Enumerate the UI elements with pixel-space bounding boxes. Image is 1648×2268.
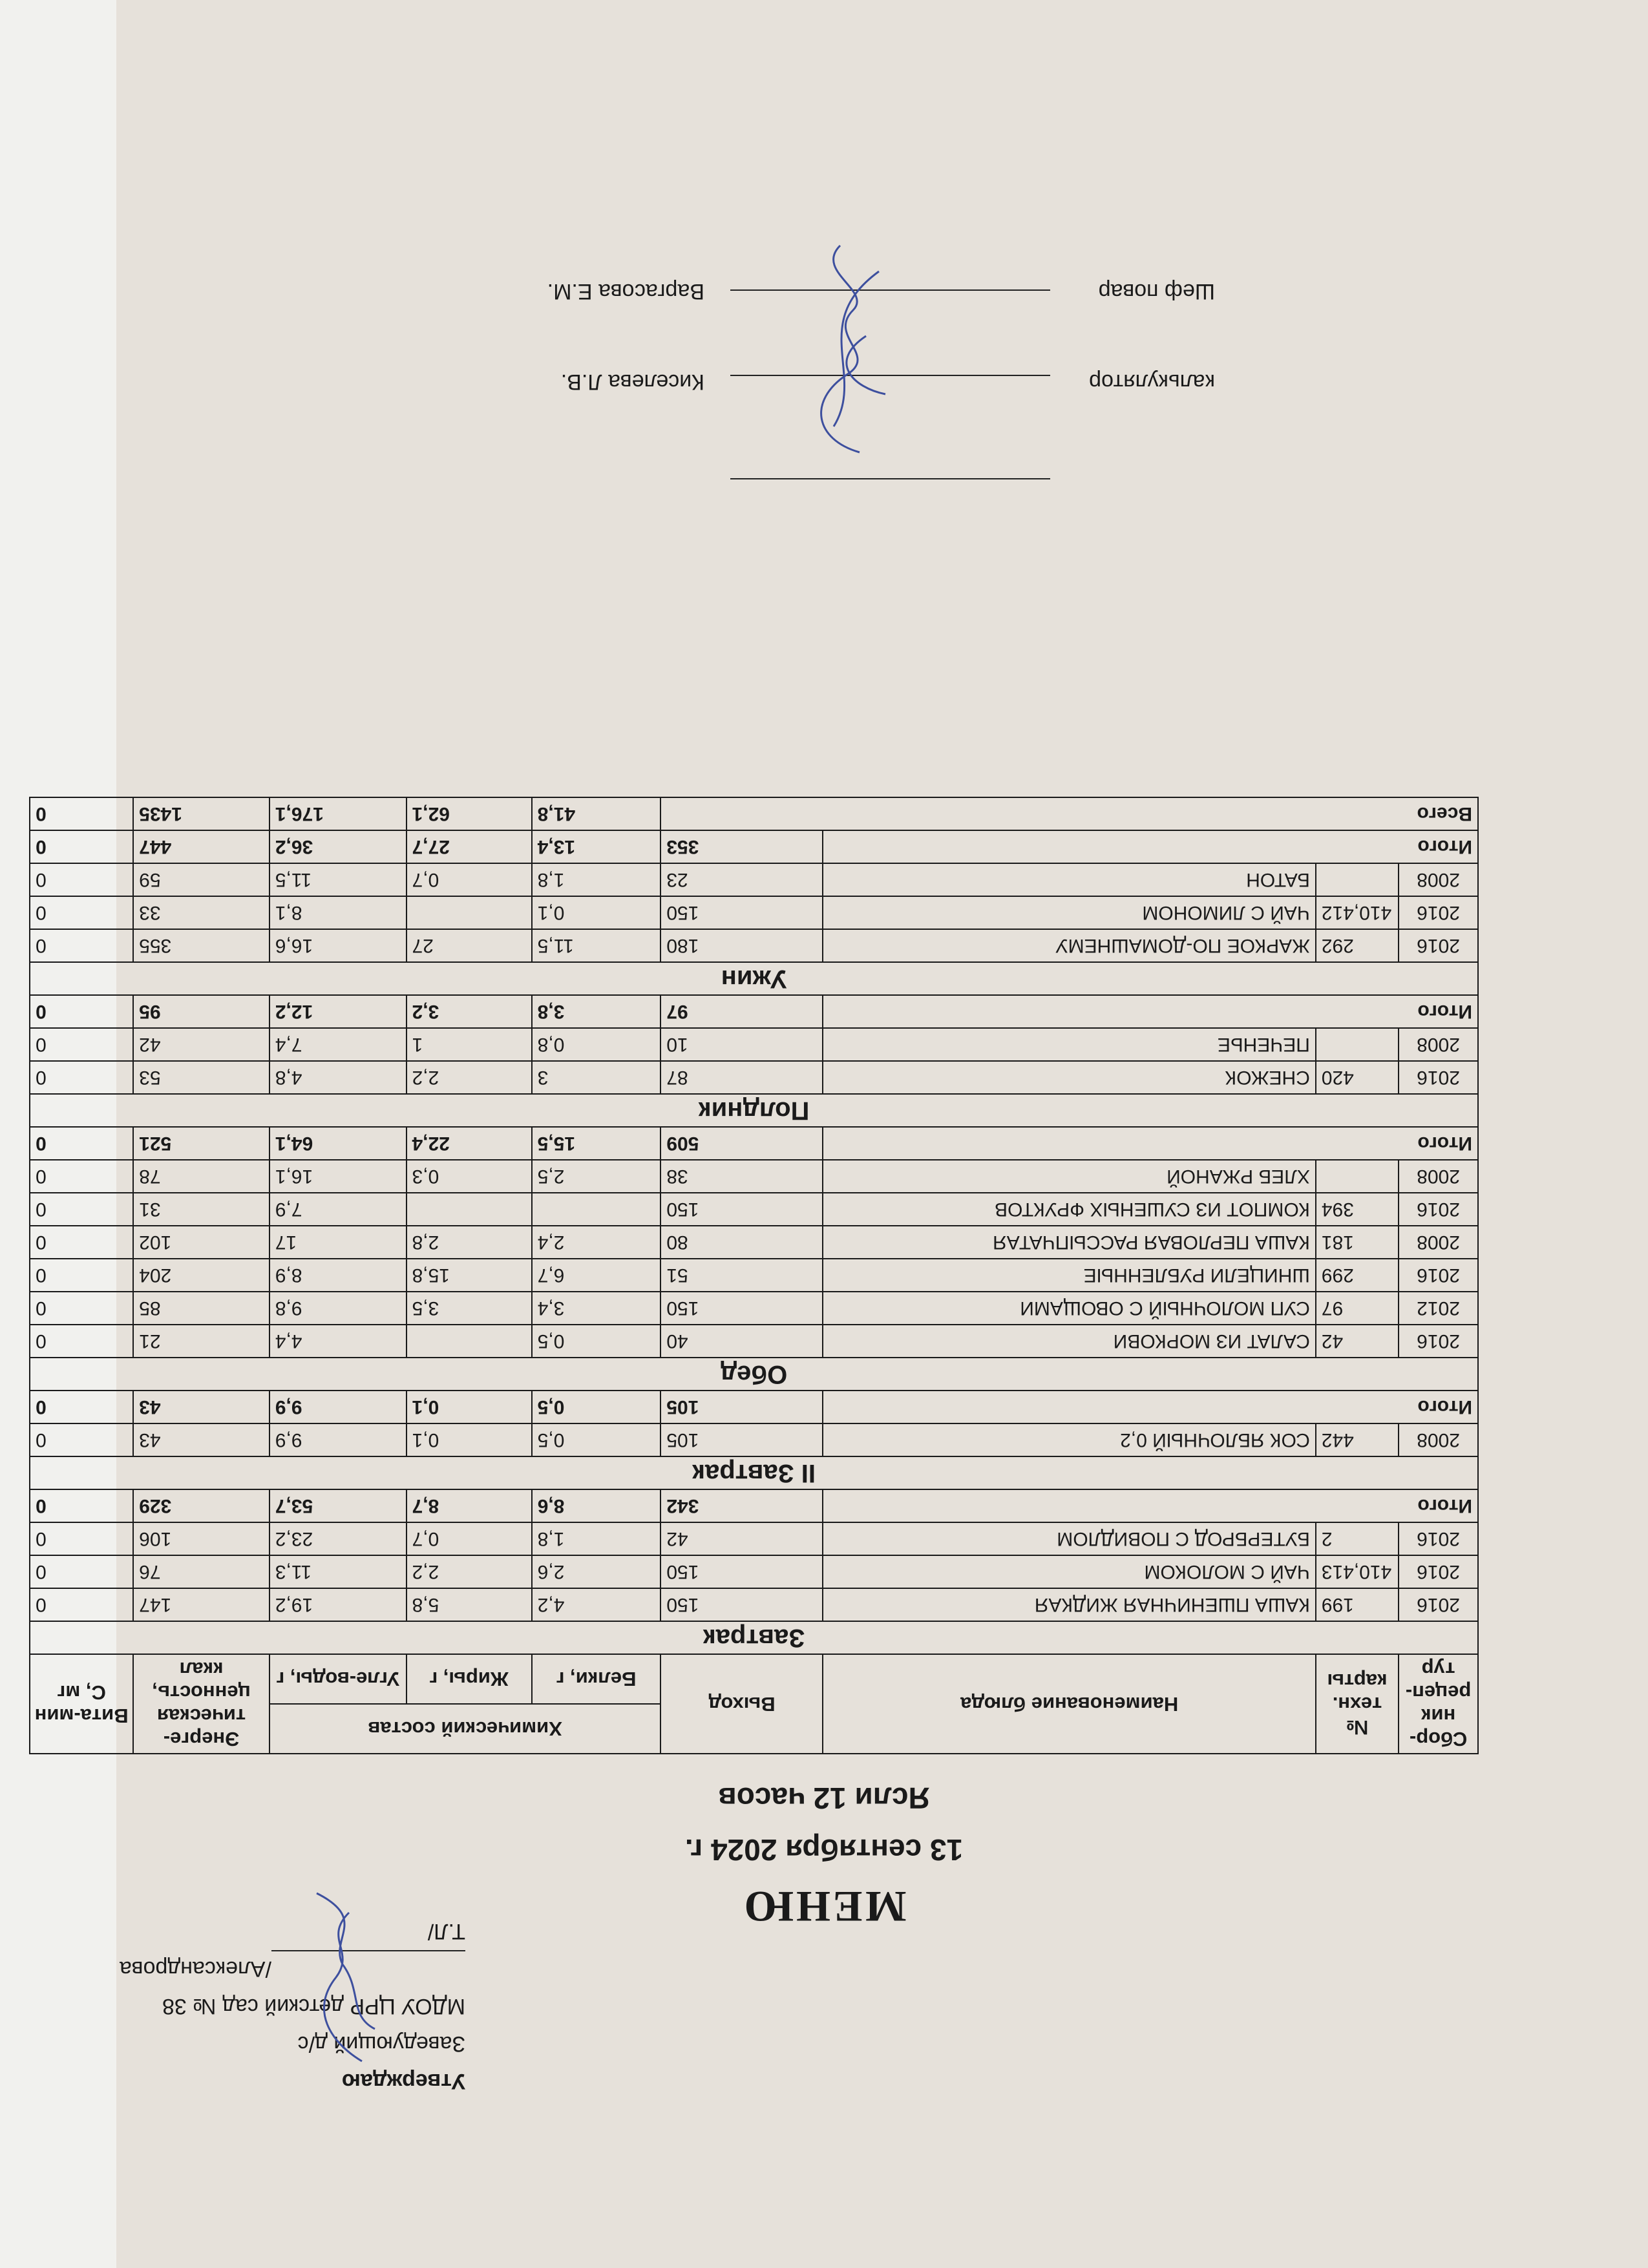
signer-name-calc: Киселева Л.В. — [560, 370, 704, 394]
table-row — [30, 1028, 1478, 1061]
table-row — [30, 1259, 1478, 1292]
cell-carbs: 23,2 — [269, 1522, 407, 1555]
cell-card — [1316, 863, 1399, 896]
total-row — [30, 1489, 1478, 1522]
section-row — [30, 1358, 1478, 1391]
table-row — [30, 1325, 1478, 1358]
total-row — [30, 1127, 1478, 1160]
cell-output: 180 — [660, 929, 823, 962]
cell-dish-name: КАША ПЕРЛОВАЯ РАССЫПЧАТАЯ — [823, 1226, 1315, 1259]
table-row — [30, 1555, 1478, 1588]
total-fats: 27,7 — [407, 830, 532, 863]
cell-vitamin: 0 — [30, 1555, 133, 1588]
signer-line-extra — [730, 478, 1050, 479]
cell-card: 410,412 — [1316, 896, 1399, 929]
cell-card: 2 — [1316, 1522, 1399, 1555]
cell-energy: 59 — [133, 863, 269, 896]
header-energy: Энерге-тическая ценность, ккал — [133, 1654, 269, 1754]
cell-carbs: 9,9 — [269, 1423, 407, 1456]
cell-vitamin: 0 — [30, 1061, 133, 1094]
cell-proteins: 0,5 — [532, 1423, 661, 1456]
cell-fats: 2,2 — [407, 1061, 532, 1094]
cell-fats — [407, 896, 532, 929]
total-label: Итого — [823, 1391, 1478, 1423]
section-row — [30, 962, 1478, 995]
cell-dish-name: ПЕЧЕНЬЕ — [823, 1028, 1315, 1061]
signer-name-chef: Варгасова Е.М. — [547, 279, 704, 304]
cell-energy: 53 — [133, 1061, 269, 1094]
cell-vitamin: 0 — [30, 1292, 133, 1325]
menu-date: 13 сентября 2024 г. — [684, 1833, 964, 1867]
section-title: Ужин — [30, 962, 1478, 995]
cell-book: 2008 — [1399, 863, 1478, 896]
total-proteins: 8,6 — [532, 1489, 661, 1522]
cell-vitamin: 0 — [30, 1588, 133, 1621]
approval-name: /Александрова Т.Л/ — [119, 1919, 465, 1981]
cell-card: 394 — [1316, 1193, 1399, 1226]
table-row — [30, 863, 1478, 896]
cell-vitamin: 0 — [30, 1423, 133, 1456]
cell-vitamin: 0 — [30, 1028, 133, 1061]
cell-book: 2016 — [1399, 929, 1478, 962]
cell-card: 97 — [1316, 1292, 1399, 1325]
cell-book: 2016 — [1399, 896, 1478, 929]
header-fats: Жиры, г — [407, 1654, 532, 1704]
cell-dish-name: ЧАЙ С МОЛОКОМ — [823, 1555, 1315, 1588]
cell-book: 2016 — [1399, 1259, 1478, 1292]
table-row — [30, 1423, 1478, 1456]
cell-carbs: 7,9 — [269, 1193, 407, 1226]
cell-energy: 43 — [133, 1423, 269, 1456]
cell-vitamin: 0 — [30, 1160, 133, 1193]
cell-dish-name: ХЛЕБ РЖАНОЙ — [823, 1160, 1315, 1193]
total-energy: 521 — [133, 1127, 269, 1160]
grand-total-carbs: 176,1 — [269, 797, 407, 830]
cell-card: 181 — [1316, 1226, 1399, 1259]
cell-book: 2016 — [1399, 1555, 1478, 1588]
cell-fats: 2,2 — [407, 1555, 532, 1588]
cell-proteins: 3,4 — [532, 1292, 661, 1325]
section-row — [30, 1456, 1478, 1489]
cell-vitamin: 0 — [30, 1193, 133, 1226]
cell-book: 2016 — [1399, 1061, 1478, 1094]
cell-fats: 1 — [407, 1028, 532, 1061]
header-card: № техн. карты — [1316, 1654, 1399, 1754]
cell-carbs: 17 — [269, 1226, 407, 1259]
cell-output: 42 — [660, 1522, 823, 1555]
total-label: Итого — [823, 995, 1478, 1028]
cell-card: 292 — [1316, 929, 1399, 962]
total-label: Итого — [823, 830, 1478, 863]
cell-fats: 0,1 — [407, 1423, 532, 1456]
cell-energy: 355 — [133, 929, 269, 962]
cell-dish-name: СУП МОЛОЧНЫЙ С ОВОЩАМИ — [823, 1292, 1315, 1325]
total-fats: 3,2 — [407, 995, 532, 1028]
total-proteins: 0,5 — [532, 1391, 661, 1423]
cell-dish-name: КОМПОТ ИЗ СУШЕНЫХ ФРУКТОВ — [823, 1193, 1315, 1226]
cell-proteins: 4,2 — [532, 1588, 661, 1621]
table-row — [30, 1588, 1478, 1621]
total-output: 97 — [660, 995, 823, 1028]
table-row — [30, 1292, 1478, 1325]
table-row — [30, 929, 1478, 962]
cell-energy: 106 — [133, 1522, 269, 1555]
total-energy: 447 — [133, 830, 269, 863]
total-output: 509 — [660, 1127, 823, 1160]
cell-proteins: 2,6 — [532, 1555, 661, 1588]
cell-output: 40 — [660, 1325, 823, 1358]
cell-output: 150 — [660, 896, 823, 929]
cell-dish-name: КАША ПШЕНИЧНАЯ ЖИДКАЯ — [823, 1588, 1315, 1621]
section-title: Завтрак — [30, 1621, 1478, 1654]
cell-fats — [407, 1325, 532, 1358]
cell-energy: 42 — [133, 1028, 269, 1061]
total-output: 342 — [660, 1489, 823, 1522]
cell-energy: 102 — [133, 1226, 269, 1259]
total-row — [30, 830, 1478, 863]
total-energy: 329 — [133, 1489, 269, 1522]
cell-energy: 21 — [133, 1325, 269, 1358]
cell-energy: 76 — [133, 1555, 269, 1588]
cell-output: 10 — [660, 1028, 823, 1061]
total-proteins: 15,5 — [532, 1127, 661, 1160]
cell-energy: 85 — [133, 1292, 269, 1325]
total-row — [30, 1391, 1478, 1423]
cell-book: 2016 — [1399, 1522, 1478, 1555]
cell-carbs: 16,1 — [269, 1160, 407, 1193]
cell-output: 150 — [660, 1588, 823, 1621]
cell-book: 2008 — [1399, 1028, 1478, 1061]
total-row — [30, 995, 1478, 1028]
total-vitamin: 0 — [30, 995, 133, 1028]
cell-output: 150 — [660, 1555, 823, 1588]
section-title: II Завтрак — [30, 1456, 1478, 1489]
signer-role-calc: калькулятор — [1089, 370, 1215, 394]
cell-vitamin: 0 — [30, 1325, 133, 1358]
total-proteins: 3,8 — [532, 995, 661, 1028]
menu-subtitle: Ясли 12 часов — [718, 1781, 930, 1815]
menu-body — [30, 797, 1478, 1654]
cell-carbs: 7,4 — [269, 1028, 407, 1061]
cell-proteins: 2,5 — [532, 1160, 661, 1193]
section-title: Полдник — [30, 1094, 1478, 1127]
header-book: Сбор-ник рецеп-тур — [1399, 1654, 1478, 1754]
cell-card: 299 — [1316, 1259, 1399, 1292]
cell-energy: 78 — [133, 1160, 269, 1193]
header-carbs: Угле-воды, г — [269, 1654, 407, 1704]
cell-dish-name: САЛАТ ИЗ МОРКОВИ — [823, 1325, 1315, 1358]
cell-vitamin: 0 — [30, 863, 133, 896]
total-proteins: 13,4 — [532, 830, 661, 863]
total-carbs: 64,1 — [269, 1127, 407, 1160]
cell-fats — [407, 1193, 532, 1226]
approval-line2: МДОУ ЦРР детский сад № 38 — [162, 1994, 465, 2019]
cell-output: 23 — [660, 863, 823, 896]
table-row — [30, 1193, 1478, 1226]
cell-book: 2016 — [1399, 1588, 1478, 1621]
cell-output: 51 — [660, 1259, 823, 1292]
total-label: Итого — [823, 1489, 1478, 1522]
menu-table — [29, 797, 1479, 1754]
cell-carbs: 4,8 — [269, 1061, 407, 1094]
cell-carbs: 9,8 — [269, 1292, 407, 1325]
section-row — [30, 1621, 1478, 1654]
approval-label: Утверждаю — [341, 2069, 465, 2094]
cell-book: 2016 — [1399, 1325, 1478, 1358]
total-vitamin: 0 — [30, 830, 133, 863]
total-energy: 95 — [133, 995, 269, 1028]
cell-energy: 204 — [133, 1259, 269, 1292]
page-title: МЕНЮ — [741, 1882, 907, 1931]
cell-energy: 33 — [133, 896, 269, 929]
cell-output: 105 — [660, 1423, 823, 1456]
cell-proteins: 1,8 — [532, 863, 661, 896]
cell-book: 2008 — [1399, 1226, 1478, 1259]
grand-total-energy: 1435 — [133, 797, 269, 830]
cell-book: 2008 — [1399, 1160, 1478, 1193]
cell-fats: 27 — [407, 929, 532, 962]
total-carbs: 53,7 — [269, 1489, 407, 1522]
cell-fats: 0,3 — [407, 1160, 532, 1193]
approval-block — [78, 1913, 465, 2100]
cell-card: 199 — [1316, 1588, 1399, 1621]
cell-vitamin: 0 — [30, 896, 133, 929]
total-energy: 43 — [133, 1391, 269, 1423]
cell-carbs: 11,3 — [269, 1555, 407, 1588]
cell-proteins: 2,4 — [532, 1226, 661, 1259]
cell-proteins: 3 — [532, 1061, 661, 1094]
cell-proteins: 0,8 — [532, 1028, 661, 1061]
cell-fats: 5,8 — [407, 1588, 532, 1621]
cell-carbs: 11,5 — [269, 863, 407, 896]
table-row — [30, 896, 1478, 929]
cell-proteins: 11,5 — [532, 929, 661, 962]
table-row — [30, 1061, 1478, 1094]
grand-total-fats: 62,1 — [407, 797, 532, 830]
cell-dish-name: ШНИЦЕЛИ РУБЛЕННЫЕ — [823, 1259, 1315, 1292]
section-row — [30, 1094, 1478, 1127]
cell-dish-name: СНЕЖОК — [823, 1061, 1315, 1094]
total-vitamin: 0 — [30, 1489, 133, 1522]
cell-carbs: 19,2 — [269, 1588, 407, 1621]
grand-total-proteins: 41,8 — [532, 797, 661, 830]
cell-fats: 3,5 — [407, 1292, 532, 1325]
cell-output: 87 — [660, 1061, 823, 1094]
cell-fats: 0,7 — [407, 863, 532, 896]
approval-line1: Заведующий д/с — [297, 2032, 465, 2056]
cell-card: 42 — [1316, 1325, 1399, 1358]
total-fats: 0,1 — [407, 1391, 532, 1423]
cell-book: 2016 — [1399, 1193, 1478, 1226]
cell-fats: 2,8 — [407, 1226, 532, 1259]
cell-card: 442 — [1316, 1423, 1399, 1456]
total-output: 105 — [660, 1391, 823, 1423]
cell-vitamin: 0 — [30, 1259, 133, 1292]
cell-book: 2008 — [1399, 1423, 1478, 1456]
cell-output: 38 — [660, 1160, 823, 1193]
cell-proteins — [532, 1193, 661, 1226]
cell-energy: 31 — [133, 1193, 269, 1226]
total-label: Итого — [823, 1127, 1478, 1160]
cell-book: 2012 — [1399, 1292, 1478, 1325]
cell-dish-name: БАТОН — [823, 863, 1315, 896]
total-output: 353 — [660, 830, 823, 863]
cell-dish-name: ЧАЙ С ЛИМОНОМ — [823, 896, 1315, 929]
cell-output: 80 — [660, 1226, 823, 1259]
total-carbs: 36,2 — [269, 830, 407, 863]
cell-dish-name: БУТЕРБРОД С ПОВИДЛОМ — [823, 1522, 1315, 1555]
table-row — [30, 1522, 1478, 1555]
cell-carbs: 4,4 — [269, 1325, 407, 1358]
cell-energy: 147 — [133, 1588, 269, 1621]
header-proteins: Белки, г — [532, 1654, 661, 1704]
total-carbs: 12,2 — [269, 995, 407, 1028]
header-dish-name: Наименование блюда — [823, 1654, 1315, 1754]
table-row — [30, 1160, 1478, 1193]
cell-vitamin: 0 — [30, 929, 133, 962]
total-fats: 22,4 — [407, 1127, 532, 1160]
grand-total-label: Всего — [660, 797, 1478, 830]
cell-proteins: 6,7 — [532, 1259, 661, 1292]
cell-fats: 0,7 — [407, 1522, 532, 1555]
cell-vitamin: 0 — [30, 1226, 133, 1259]
cell-card — [1316, 1028, 1399, 1061]
section-title: Обед — [30, 1358, 1478, 1391]
cell-vitamin: 0 — [30, 1522, 133, 1555]
cell-carbs: 8,9 — [269, 1259, 407, 1292]
grand-total-vitamin: 0 — [30, 797, 133, 830]
cell-output: 150 — [660, 1292, 823, 1325]
total-carbs: 9,9 — [269, 1391, 407, 1423]
cell-card: 420 — [1316, 1061, 1399, 1094]
cell-dish-name: СОК ЯБЛОЧНЫЙ 0,2 — [823, 1423, 1315, 1456]
cell-card: 410,413 — [1316, 1555, 1399, 1588]
grand-total-row — [30, 797, 1478, 830]
cell-output: 150 — [660, 1193, 823, 1226]
cell-carbs: 16,6 — [269, 929, 407, 962]
cell-dish-name: ЖАРКОЕ ПО-ДОМАШНЕМУ — [823, 929, 1315, 962]
header-chem: Химический состав — [269, 1704, 661, 1754]
cell-fats: 15,8 — [407, 1259, 532, 1292]
header-vitamin: Вита-мин С, мг — [30, 1654, 133, 1754]
cell-carbs: 8,1 — [269, 896, 407, 929]
total-vitamin: 0 — [30, 1391, 133, 1423]
cell-proteins: 0,1 — [532, 896, 661, 929]
cell-card — [1316, 1160, 1399, 1193]
total-fats: 8,7 — [407, 1489, 532, 1522]
staff-signature — [788, 233, 905, 465]
cell-proteins: 1,8 — [532, 1522, 661, 1555]
cell-proteins: 0,5 — [532, 1325, 661, 1358]
table-row — [30, 1226, 1478, 1259]
signer-role-chef: Шеф повар — [1098, 279, 1215, 304]
header-output: Выход — [660, 1654, 823, 1754]
total-vitamin: 0 — [30, 1127, 133, 1160]
